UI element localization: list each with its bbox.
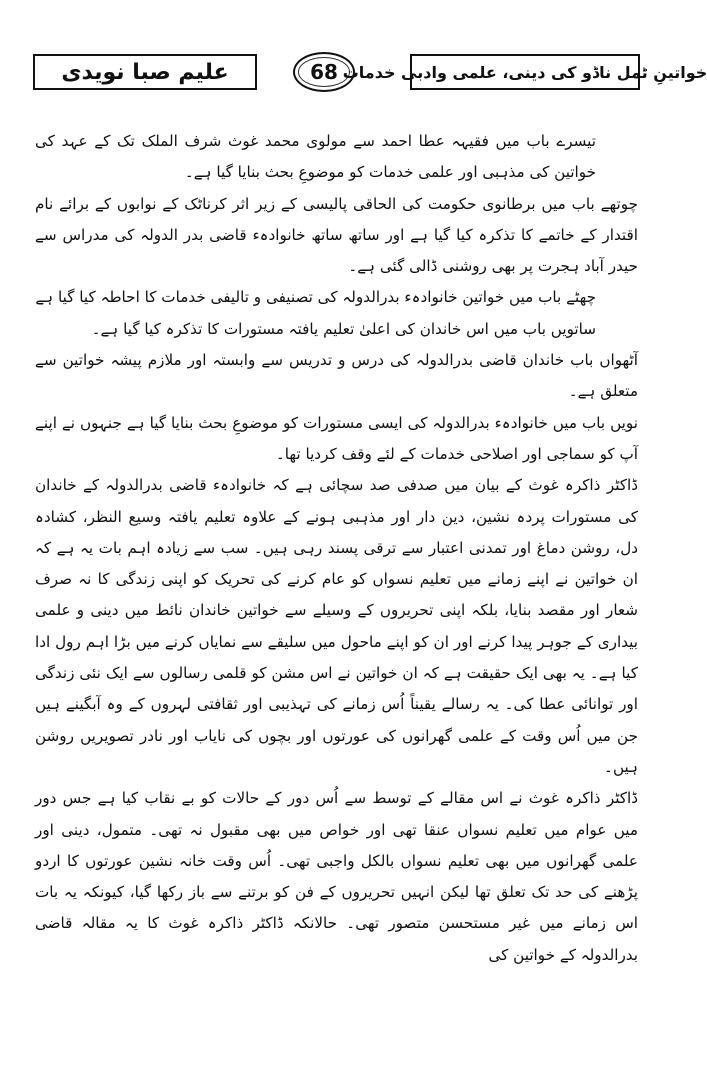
page-number: 68 <box>310 60 338 84</box>
book-title-box <box>342 54 707 90</box>
paragraph-women-contributions: ڈاکٹر ذاکرہ غوث کے بیان میں صدفی صد سچائی ہے کہ خانوادہء قاضی بدرالدولہ کے خاندان کی مستورات پردہ نشین، دین دار اور مذہبی ہونے کے علاوہ تعلیم یافتہ وسیع النظر، کشادہ دل، روشن دماغ اور تمدنی اعتبار سے ترقی پسند رہی ہیں۔ سب سے زیادہ اہم بات یہ ہے کہ ان خواتین نے اپنے زمانے میں تعلیم نسواں کو عام کرنے کی تحریک کو اپنی زندگی کا نہ صرف شعار اور مقصد بنایا، بلکہ اپنی تحریروں کے وسیلے سے خواتین خاندان نائط میں دینی و علمی بیداری کے جوہر پیدا کرنے اور ان کو اپنے ماحول میں سلیقے سے نمایاں کرنے میں بڑا اہم رول ادا کیا ہے۔ یہ بھی ایک حقیقت ہے کہ ان خواتین نے اس مشن کو قلمی رسالوں سے ایک نئی زندگی اور توانائی عطا کی۔ یہ رسالے یقیناً اُس زمانے کی تہذیبی اور ثقافتی لہروں کے وہ آبگینے ہیں جن میں اُس وقت کے علمی گھرانوں کی عورتوں اور بچوں کی نایاب اور نادر تصویریں روشن ہیں۔ <box>35 476 638 776</box>
page-header <box>33 46 707 98</box>
paragraph-chapter-8: آٹھواں باب خاندان قاضی بدرالدولہ کی درس و تدریس سے وابستہ اور ملازم پیشہ خواتین سے متعلق ہے۔ <box>35 351 638 401</box>
paragraph-chapter-9: نویں باب میں خانوادہء بدرالدولہ کی ایسی مستورات کو موضوعِ بحث بنایا گیا ہے جنہوں نے اپنے آپ کو سماجی اور اصلاحی خدمات کے لئے وقف کردیا تھا۔ <box>35 413 638 463</box>
author-name-box <box>33 54 257 90</box>
author-name: علیم صبا نویدی <box>61 59 229 85</box>
book-title: خواتینِ ٹمل ناڈو کی دینی، علمی وادبی خدمات <box>342 62 707 82</box>
body-text <box>35 126 638 971</box>
paragraph-historical-context: ڈاکٹر ذاکرہ غوث نے اس مقالے کے توسط سے اُس دور کے حالات کو بے نقاب کیا ہے جس دور میں عوام میں تعلیم نسواں عنقا تھی اور خواص میں بھی مقبول نہ تھی۔ متمول، دینی اور علمی گھرانوں میں بھی تعلیم نسواں بالکل واجبی تھی۔ اُس وقت خانہ نشین عورتوں کا اردو پڑھنے کی حد تک تعلق تھا لیکن انہیں تحریروں کے فن کو برتنے سے باز رکھا گیا، کیونکہ یہ بات اس زمانے میں غیر مستحسن متصور تھی۔ حالانکہ ڈاکٹر ذاکرہ غوث کا یہ مقالہ قاضی بدرالدولہ کے خواتین کی <box>35 789 638 964</box>
paragraph-chapter-3: تیسرے باب میں فقیہہ عطا احمد سے مولوی محمد غوث شرف الملک تک کے عہد کی خواتین کی مذہبی اور علمی خدمات کو موضوعِ بحث بنایا گیا ہے۔ <box>35 132 596 182</box>
paragraph-chapter-6: چھٹے باب میں خواتین خانوادہء بدرالدولہ کی تصنیفی و تالیفی خدمات کا احاطہ کیا گیا ہے <box>35 288 596 307</box>
paragraph-chapter-4: چوتھے باب میں برطانوی حکومت کی الحاقی پالیسی کے زیر اثر کرناٹک کے نوابوں کے برائے نام اقتدار کے خاتمے کا تذکرہ کیا گیا ہے اور ساتھ ساتھ خانوادہء قاضی بدر الدولہ کی مدراس سے حیدر آباد ہجرت پر بھی روشنی ڈالی گئی ہے۔ <box>35 194 638 276</box>
paragraph-chapter-7: ساتویں باب میں اس خاندان کی اعلیٰ تعلیم یافتہ مستورات کا تذکرہ کیا گیا ہے۔ <box>91 319 596 338</box>
